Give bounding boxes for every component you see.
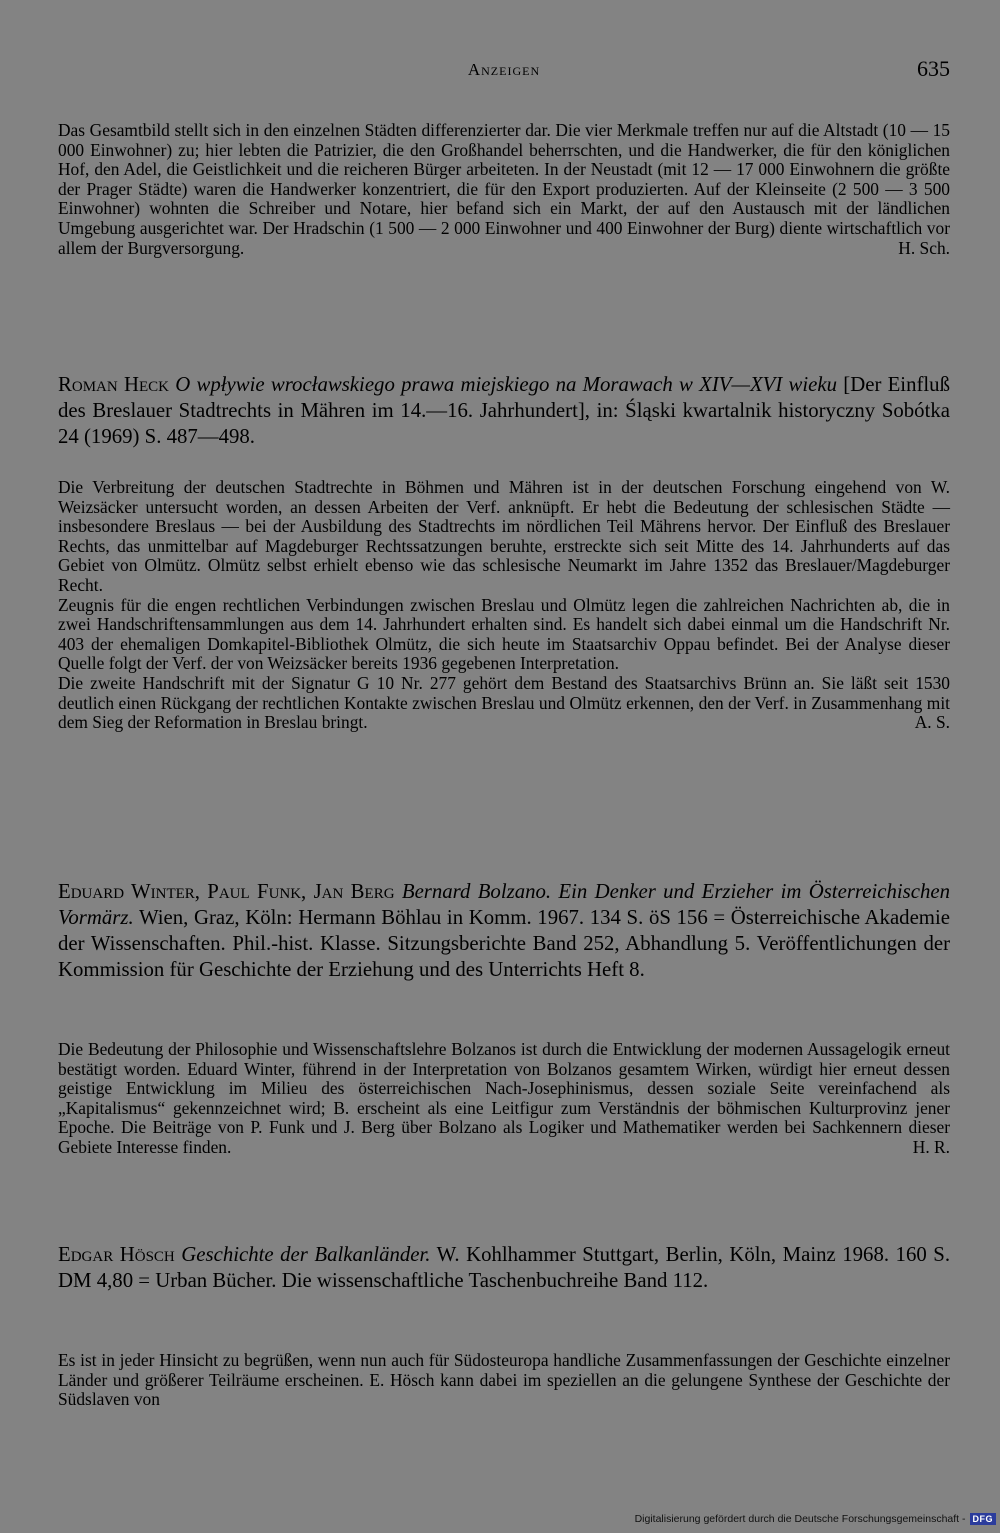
running-head (58, 56, 950, 86)
review-3-heading (58, 1242, 950, 1294)
review-2-citation: Wien, Graz, Köln: Hermann Böhlau in Komm. 1967. 134 S. öS 156 = Österreichische Akademie der Wissenschaften. Phil.-hist. Klasse. Sitzungsberichte Band 252, Abhandlung 5. Veröffentlichungen der Kommission für Geschichte der Erziehung und des Unterrichts Heft 8. (58, 906, 950, 981)
review-3-author: Edgar Hösch (58, 1243, 175, 1266)
review-1-title: O wpływie wrocławskiego prawa miejskiego na Morawach w XIV—XVI wieku (175, 373, 838, 396)
digitization-credit (635, 1509, 996, 1529)
page-number: 635 (917, 56, 950, 81)
review-1-paragraph: Die zweite Handschrift mit der Signatur G 10 Nr. 277 gehört dem Bestand des Staatsarchivs Brünn an. Sie läßt seit 1530 deutlich einen Rückgang der rechtlichen Kontakte zwischen Breslau und Olmütz erkennen, den der Verf. in Zusammenhang mit dem Sieg der Reformation in Breslau bringt. (58, 672, 950, 733)
running-head-title: Anzeigen (467, 60, 541, 79)
intro-signature: H. Sch. (898, 237, 950, 258)
intro-paragraph (58, 121, 950, 258)
review-2-body (58, 1040, 950, 1158)
review-2-signature: H. R. (912, 1136, 950, 1157)
review-1-author: Roman Heck (58, 373, 169, 396)
review-3-body (58, 1351, 950, 1410)
credit-text: Digitalisierung gefördert durch die Deutsche Forschungsgemeinschaft - (634, 1513, 966, 1525)
review-1-paragraph: Zeugnis für die engen rechtlichen Verbindungen zwischen Breslau und Olmütz legen die zahlreichen Nachrichten ab, die in zwei Handschriftensammlungen aus dem 14. Jahrhundert erhalten sind. Es handelt sich dabei einmal um die Handschrift Nr. 403 der ehemaligen Domkapitel-Bibliothek Olmütz, die sich heute im Staatsarchiv Oppau befindet. Bei der Analyse dieser Quelle folgt der Verf. der von Weizsäcker bereits 1936 gegebenen Interpretation. (58, 594, 950, 674)
review-3-title: Geschichte der Balkanländer. (181, 1243, 431, 1266)
review-1-paragraph: Die Verbreitung der deutschen Stadtrechte in Böhmen und Mähren ist in der deutschen Forschung eingehend von W. Weizsäcker untersucht worden, an dessen Arbeiten der Verf. anknüpft. Er hebt die Bedeutung der schlesischen Städte — insbesondere Breslaus — bei der Ausbildung des Stadtrechts im nördlichen Teil Mährens hervor. Der Einfluß des Breslauer Rechts, das unmittelbar auf Magdeburger Rechtssatzungen beruhte, erstreckte sich seit Mitte des 14. Jahrhunderts auf das Gebiet von Olmütz. Olmütz selbst erhielt ebenso wie das schlesische Neumarkt im Jahre 1352 das Breslauer/Magdeburger Recht. (58, 477, 950, 595)
review-2-title: Bernard Bolzano. Ein Denker und Erzieher im Österreichischen Vormärz. (58, 880, 950, 929)
dfg-logo: DFG (970, 1513, 997, 1525)
review-2-author: Eduard Winter, Paul Funk, Jan Berg (58, 880, 395, 903)
review-2-heading (58, 879, 950, 983)
review-3-citation: W. Kohlhammer Stuttgart, Berlin, Köln, Mainz 1968. 160 S. DM 4,80 = Urban Bücher. Die wissenschaftliche Taschenbuchreihe Band 112. (58, 1243, 951, 1292)
review-2-paragraph: Die Bedeutung der Philosophie und Wissenschaftslehre Bolzanos ist durch die Entwicklung der modernen Aussagelogik erneut bestätigt worden. Eduard Winter, führend in der Interpretation von Bolzanos gesamtem Wirken, würdigt hier erneut dessen geistige Entwicklung im Milieu des österreichischen Nach-Josephinismus, dessen soziale Seite vereinfachend als „Kapitalismus“ gekennzeichnet wird; B. erscheint als eine Leitfigur zum Verständnis der böhmischen Kulturprovinz jener Epoche. Die Beiträge von P. Funk und J. Berg über Bolzano als Logiker und Mathematiker werden bei Sachkennern dieser Gebiete Interesse finden. (58, 1039, 950, 1157)
review-3-paragraph: Es ist in jeder Hinsicht zu begrüßen, wenn nun auch für Südosteuropa handliche Zusammenfassungen der Geschichte einzelner Länder und größerer Teilräume erscheinen. E. Hösch kann dabei im speziellen an die gelungene Synthese der Geschichte der Südslaven von (58, 1350, 950, 1410)
review-1-body (58, 478, 950, 733)
review-1-heading (58, 372, 950, 450)
intro-text: Das Gesamtbild stellt sich in den einzelnen Städten differenzierter dar. Die vier Merkmale treffen nur auf die Altstadt (10 — 15 000 Einwohner) zu; hier lebten die Patrizier, die den Großhandel beherrschten, und die Handwerker, die für den königlichen Hof, den Adel, die Geistlichkeit und die reicheren Bürger arbeiteten. In der Neustadt (mit 12 — 17 000 Einwohnern die größte der Prager Städte) waren die Handwerker konzentriert, die für den Export produzierten. Auf der Kleinseite (2 500 — 3 500 Einwohner) wohnten die Schreiber und Notare, hier befand sich ein Markt, der auf den Austausch mit der ländlichen Umgebung ausgerichtet war. Der Hradschin (1 500 — 2 000 Einwohner und 400 Einwohner der Burg) diente wirtschaftlich vor allem der Burgversorgung. (58, 120, 950, 258)
review-1-citation: [Der Einfluß des Breslauer Stadtrechts in Mähren im 14.—16. Jahrhundert], in: Śląski kwartalnik historyczny Sobótka 24 (1969) S. 487—498. (58, 373, 950, 448)
review-1-signature: A. S. (914, 712, 950, 733)
